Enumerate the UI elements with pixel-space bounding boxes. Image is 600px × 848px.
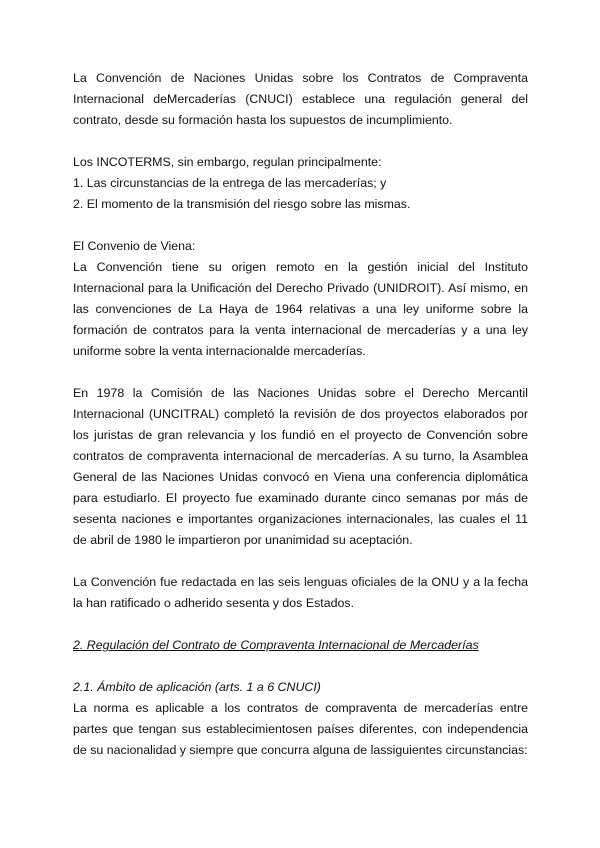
incoterms-intro: Los INCOTERMS, sin embargo, regulan principalmente: (73, 155, 382, 169)
viena-text: La Convención tiene su origen remoto en la gestión inicial del Instituto Internacional para la Unificación del Derecho Privado (UNIDROIT). Así mismo, en las convenciones de La Haya de 1964 relativas a una ley uniforme sobre la formación de contratos para la venta internacional de mercaderías y a una ley uniforme sobre la venta internacionalde mercaderías. (73, 260, 528, 358)
paragraph-lenguas: La Convención fue redactada en las seis lenguas oficiales de la ONU y a la fecha la han ratificado o adherido sesenta y dos Estados. (73, 575, 528, 610)
viena-block (73, 236, 528, 362)
section-2-1-title: 2.1. Ámbito de aplicación (arts. 1 a 6 CNUCI) (73, 680, 321, 694)
paragraph-1978: En 1978 la Comisión de las Naciones Unidas sobre el Derecho Mercantil Internacional (UNCITRAL) completó la revisión de dos proyectos elaborados por los juristas de gran relevancia y los fundió en el proyecto de Convención sobre contratos de compraventa internacional de mercaderías. A su turno, la Asamblea General de las Naciones Unidas convocó en Viena una conferencia diplomática para estudiarlo. El proyecto fue examinado durante cinco semanas por más de sesenta naciones e importantes organizaciones internacionales, las cuales el 11 de abril de 1980 le impartieron por unanimidad su aceptación. (73, 386, 528, 547)
viena-title: El Convenio de Viena: (73, 239, 196, 253)
incoterms-item-1: 1. Las circunstancias de la entrega de las mercaderías; y (73, 176, 387, 190)
incoterms-item-2: 2. El momento de la transmisión del riesgo sobre las mismas. (73, 197, 411, 211)
section-2-1-block (73, 677, 528, 761)
section-2-heading: 2. Regulación del Contrato de Compraventa Internacional de Mercaderías (73, 638, 479, 652)
document-page (73, 68, 528, 761)
paragraph-cnuci: La Convención de Naciones Unidas sobre los Contratos de Compraventa Internacional deMercaderías (CNUCI) establece una regulación general del contrato, desde su formación hasta los supuestos de incumplimiento. (73, 71, 528, 127)
incoterms-block (73, 152, 528, 215)
section-2-1-text: La norma es aplicable a los contratos de compraventa de mercaderías entre partes que tengan sus establecimientosen países diferentes, con independencia de su nacionalidad y siempre que concurra alguna de lassiguientes circunstancias: (73, 701, 528, 757)
